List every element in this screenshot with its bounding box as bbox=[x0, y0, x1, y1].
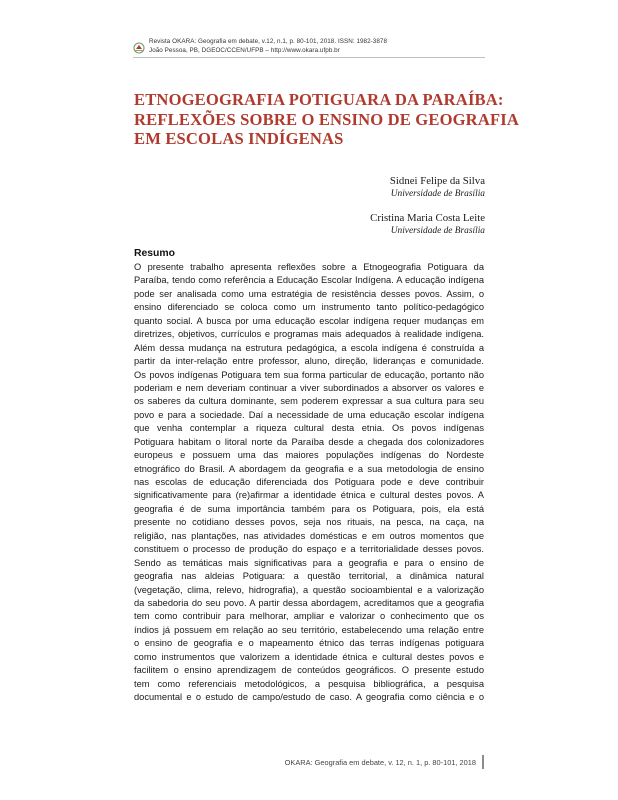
abstract-line: o ensino de geografia e o mapeamento étnico das terras indígenas potiguara bbox=[134, 638, 484, 649]
okara-logo-icon bbox=[133, 42, 145, 54]
abstract-line: tem como referenciais metodológicos, a pesquisa bibliográfica, a pesquisa bbox=[134, 678, 484, 689]
abstract-line: significativamente para (re)afirmar a identidade étnica e cultural destes povos. A bbox=[134, 490, 484, 501]
abstract-line: europeus e possuem uma das maiores populações indígenas do Nordeste bbox=[134, 450, 484, 461]
abstract-line: povo e para a sociedade. Daí a necessidade de uma educação escolar indígena bbox=[134, 409, 484, 420]
abstract-line: constituem o processo de produção do espaço e a territorialidade desses povos. bbox=[134, 544, 484, 555]
abstract-body bbox=[134, 261, 484, 704]
header-divider bbox=[133, 57, 485, 58]
abstract-line: que venha contemplar a riqueza cultural desta etnia. Os povos indígenas bbox=[134, 423, 484, 434]
abstract-line: facilitem o ensino aprendizagem de conteúdos geográficos. O presente estudo bbox=[134, 665, 484, 676]
abstract-line: Paraíba, tendo como referência a Educação Escolar Indígena. A educação indígena bbox=[134, 275, 484, 286]
footer-bar bbox=[482, 755, 484, 769]
journal-publisher-line: João Pessoa, PB, DGEOC/CCEN/UFPB – http://www.okara.ufpb.br bbox=[149, 47, 340, 54]
author-affiliation: Universidade de Brasília bbox=[390, 226, 485, 236]
abstract-line: O presente trabalho apresenta reflexões sobre a Etnogeografia Potiguara da bbox=[134, 262, 484, 272]
abstract-line: documental e o estudo de campo/estudo de caso. A geografia como ciência e o bbox=[134, 692, 484, 702]
author-block bbox=[390, 174, 485, 200]
title-line: REFLEXÕES SOBRE O ENSINO DE GEOGRAFIA bbox=[134, 109, 519, 129]
abstract-line: etnográfico do Brasil. A abordagem da geografia e a sua metodologia de ensino bbox=[134, 463, 484, 474]
journal-header bbox=[149, 37, 387, 55]
author-affiliation: Universidade de Brasília bbox=[390, 189, 485, 199]
abstract-line: religião, nas plantações, nas atividades domésticas e em outros momentos que bbox=[134, 530, 484, 541]
journal-citation-line: Revista OKARA: Geografia em debate, v.12, n.1, p. 80-101, 2018. ISSN: 1982-3878 bbox=[149, 38, 388, 45]
abstract-line: presente no cotidiano desses povos, seja nos rituais, na pesca, na caça, na bbox=[134, 517, 484, 528]
abstract-line: nas escolas de educação diferenciada dos Potiguara pode e deve contribuir bbox=[134, 477, 484, 487]
abstract-line: geografia nas aldeias Potiguara: a questão territorial, a dinâmica natural bbox=[134, 571, 484, 582]
abstract-line: os saberes da cultura dominante, sem poderem expressar a sua cultura para seu bbox=[134, 396, 484, 407]
author-name: Cristina Maria Costa Leite bbox=[370, 212, 485, 224]
abstract-line: Os povos indígenas Potiguara tem sua forma particular de educação, portanto não bbox=[134, 369, 484, 380]
abstract-line: quanto social. A busca por uma educação escolar indígena requer mudanças em bbox=[134, 315, 484, 326]
abstract-line: Além dessa mudança na estrutura pedagógica, a escola indígena é construída a bbox=[134, 342, 484, 353]
abstract-line: como instrumentos que valorizem a identidade étnica e cultural destes povos e bbox=[134, 651, 484, 662]
abstract-line: poderiam e nem deveriam continuar a viver subordinados a absorver os valores e bbox=[134, 382, 484, 393]
page-footer bbox=[285, 755, 484, 769]
abstract-line: geografia é de suma importância também para os Potiguara, pois, ela está bbox=[134, 503, 484, 514]
abstract-line: da sabedoria do seu povo. A partir dessa abordagem, acreditamos que a geografia bbox=[134, 597, 484, 608]
abstract-line: tem como contribuir para melhorar, ampliar e valorizar o conhecimento que os bbox=[134, 611, 484, 622]
abstract-line: Sendo as temáticas mais significativas para a geografia e para o ensino de bbox=[134, 557, 484, 568]
footer-citation: OKARA: Geografia em debate, v. 12, n. 1, p. 80-101, 2018 bbox=[284, 757, 476, 767]
abstract-line: ensino diferenciado se coloca como um instrumento tanto político-pedagógico bbox=[134, 302, 484, 313]
abstract-line: pode ser analisada como uma estratégia de resistência desses povos. Assim, o bbox=[134, 288, 484, 299]
title-line: EM ESCOLAS INDÍGENAS bbox=[134, 129, 344, 148]
title-line: ETNOGEOGRAFIA POTIGUARA DA PARAÍBA: bbox=[134, 90, 504, 109]
abstract-line: índios já possuem em relação ao seu território, estabelecendo uma relação entre bbox=[134, 624, 484, 635]
abstract-line: Potiguara habitam o litoral norte da Paraíba desde a chegada dos colonizadores bbox=[134, 436, 484, 447]
article-title bbox=[134, 90, 519, 149]
author-name: Sidnei Felipe da Silva bbox=[389, 175, 485, 187]
abstract-line: (vegetação, clima, relevo, hidrografia), a questão socioambiental e a valorização bbox=[134, 584, 484, 595]
abstract-line: partir da inter-relação entre professor, aluno, direção, lideranças e comunidade. bbox=[134, 356, 484, 367]
abstract-line: diretrizes, objetivos, currículos e programas mais adequados à realidade indígena. bbox=[134, 329, 484, 340]
abstract-heading: Resumo bbox=[134, 248, 175, 259]
author-block bbox=[370, 211, 485, 237]
